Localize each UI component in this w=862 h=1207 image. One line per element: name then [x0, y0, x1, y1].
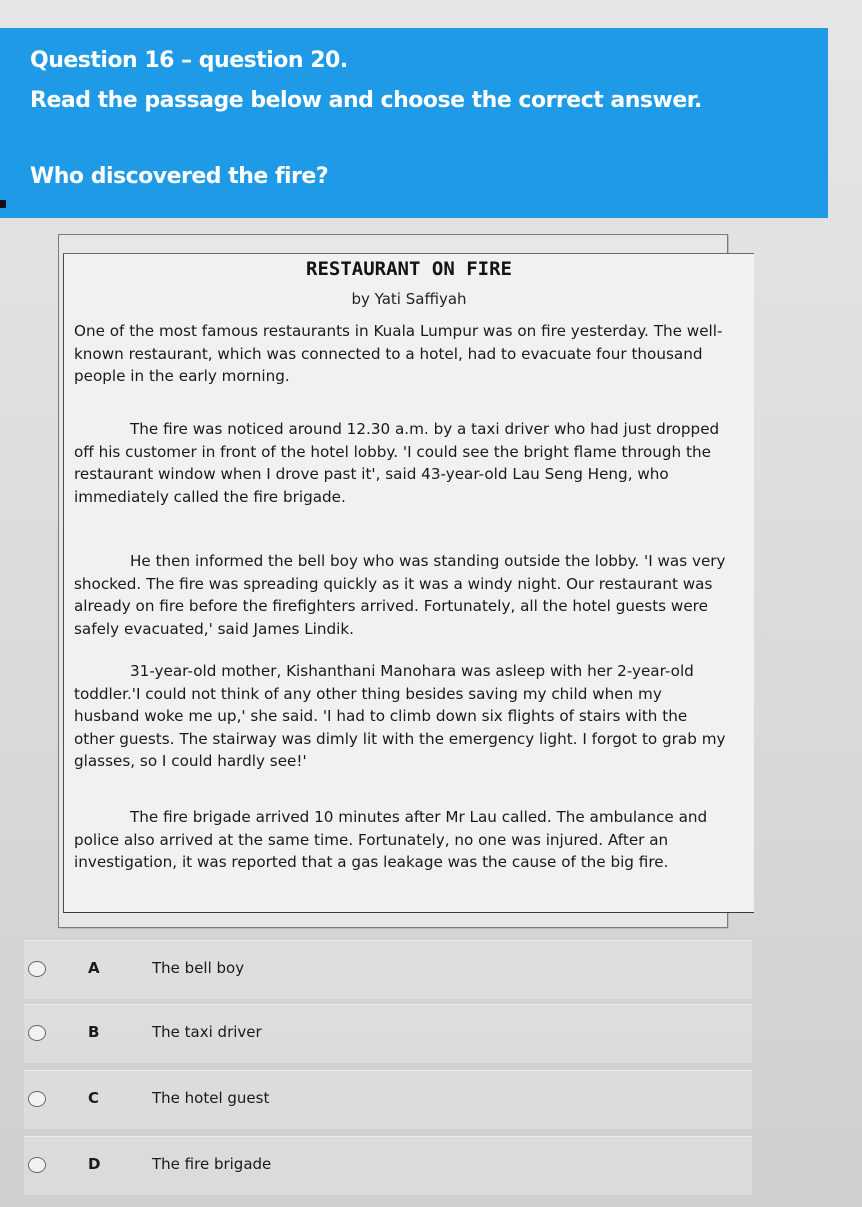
option-letter: A — [88, 959, 100, 977]
passage-paragraph: The fire was noticed around 12.30 a.m. by a taxi driver who had just dropped off his customer in front of the hotel lobby. 'I could see the bright flame through the restaurant window when I drove past it', said 43-year-old Lau Seng Heng, who immediately called the fire brigade. — [74, 420, 720, 506]
instruction-text: Read the passage below and choose the correct answer. — [30, 88, 702, 113]
passage-image-frame — [58, 234, 728, 928]
option-b[interactable] — [24, 1004, 752, 1063]
option-text: The hotel guest — [152, 1089, 270, 1107]
question-range: Question 16 – question 20. — [30, 48, 348, 73]
option-letter: C — [88, 1089, 100, 1107]
radio-circle-icon[interactable] — [28, 1025, 46, 1041]
question-text: Who discovered the fire? — [30, 164, 329, 189]
passage-card — [63, 253, 754, 913]
option-letter: D — [88, 1155, 101, 1173]
passage-title: RESTAURANT ON FIRE — [306, 258, 512, 280]
radio-circle-icon[interactable] — [28, 961, 46, 977]
question-header — [0, 28, 828, 218]
passage-byline: by Yati Saffiyah — [351, 290, 467, 308]
option-text: The taxi driver — [152, 1023, 262, 1041]
option-d[interactable] — [24, 1136, 752, 1195]
radio-circle-icon[interactable] — [28, 1157, 46, 1173]
passage-paragraph: The fire brigade arrived 10 minutes after Mr Lau called. The ambulance and police also arrived at the same time. Fortunately, no one was injured. After an investigation, it was reported that a gas leakage was the cause of the big fire. — [74, 808, 708, 871]
passage-paragraph: 31-year-old mother, Kishanthani Manohara was asleep with her 2-year-old toddler.'I could not think of any other thing besides saving my child when my husband woke me up,' she said. 'I had to climb down six flights of stairs with the other guests. The stairway was dimly lit with the emergency light. I forgot to grab my glasses, so I could hardly see!' — [74, 662, 726, 770]
passage-paragraph: He then informed the bell boy who was standing outside the lobby. 'I was very shocked. The fire was spreading quickly as it was a windy night. Our restaurant was already on fire before the firefighters arrived. Fortunately, all the hotel guests were safely evacuated,' said James Lindik. — [74, 552, 726, 638]
radio-circle-icon[interactable] — [28, 1091, 46, 1107]
option-text: The bell boy — [152, 959, 245, 977]
option-c[interactable] — [24, 1070, 752, 1129]
passage-paragraph: One of the most famous restaurants in Kuala Lumpur was on fire yesterday. The well-known restaurant, which was connected to a hotel, had to evacuate four thousand people in the early morning. — [74, 322, 723, 385]
option-text: The fire brigade — [152, 1155, 272, 1173]
option-a[interactable] — [24, 940, 752, 999]
edge-marker — [0, 200, 6, 208]
option-letter: B — [88, 1023, 100, 1041]
